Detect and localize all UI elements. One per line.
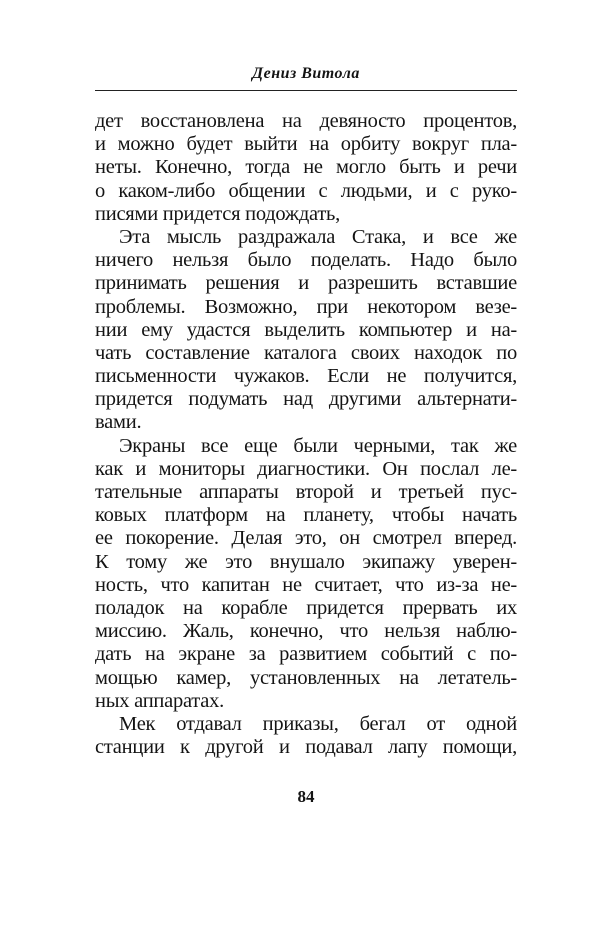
text-line: неты. Конечно, тогда не могло быть и речи <box>95 156 517 179</box>
text-line: Эта мысль раздражала Стака, и все же <box>119 225 517 248</box>
text-line: придется подумать над другими альтернати- <box>95 388 517 411</box>
text-line: проблемы. Возможно, при некотором везе- <box>95 295 517 318</box>
text-line: поладок на корабле придется прервать их <box>95 596 517 619</box>
text-line: о каком-либо общении с людьми, и с руко- <box>95 179 517 202</box>
text-line: как и мониторы диагностики. Он послал ле- <box>95 457 517 480</box>
text-line: дать на экране за развитием событий с по- <box>95 643 517 666</box>
text-line: Мек отдавал приказы, бегал от одной <box>119 712 517 735</box>
text-line: нии ему удастся выделить компьютер и на- <box>95 318 517 341</box>
text-line: ных аппаратах. <box>95 689 224 712</box>
text-line: тательные аппараты второй и третьей пус- <box>95 481 517 503</box>
text-line: письменности чужаков. Если не получится, <box>95 365 517 388</box>
body-text <box>95 110 517 759</box>
text-line: и можно будет выйти на орбиту вокруг пла- <box>95 133 517 156</box>
text-line: принимать решения и разрешить вставшие <box>95 272 517 295</box>
text-line: чать составление каталога своих находок по <box>95 341 517 364</box>
text-line: дет восстановлена на девяносто процентов, <box>95 110 517 132</box>
text-line: мощью камер, установленных на летатель- <box>95 666 517 689</box>
text-line: станции к другой и подавал лапу помощи, <box>95 736 517 759</box>
text-line: вами. <box>95 411 142 434</box>
running-head: Дениз Витола <box>252 65 360 82</box>
text-line: писями придется подождать, <box>95 202 341 225</box>
text-line: ность, что капитан не считает, что из-за не- <box>95 573 517 596</box>
page-number: 84 <box>297 787 315 806</box>
text-line: ничего нельзя было поделать. Надо было <box>95 249 517 272</box>
text-line: ее покорение. Делая это, он смотрел вперед. <box>95 527 517 550</box>
text-line: ковых платформ на планету, чтобы начать <box>95 504 517 527</box>
header-rule <box>95 90 517 91</box>
text-line: К тому же это внушало экипажу уверен- <box>95 550 517 573</box>
text-line: миссию. Жаль, конечно, что нельзя наблю- <box>95 620 517 643</box>
text-line: Экраны все еще были черными, так же <box>119 434 517 457</box>
